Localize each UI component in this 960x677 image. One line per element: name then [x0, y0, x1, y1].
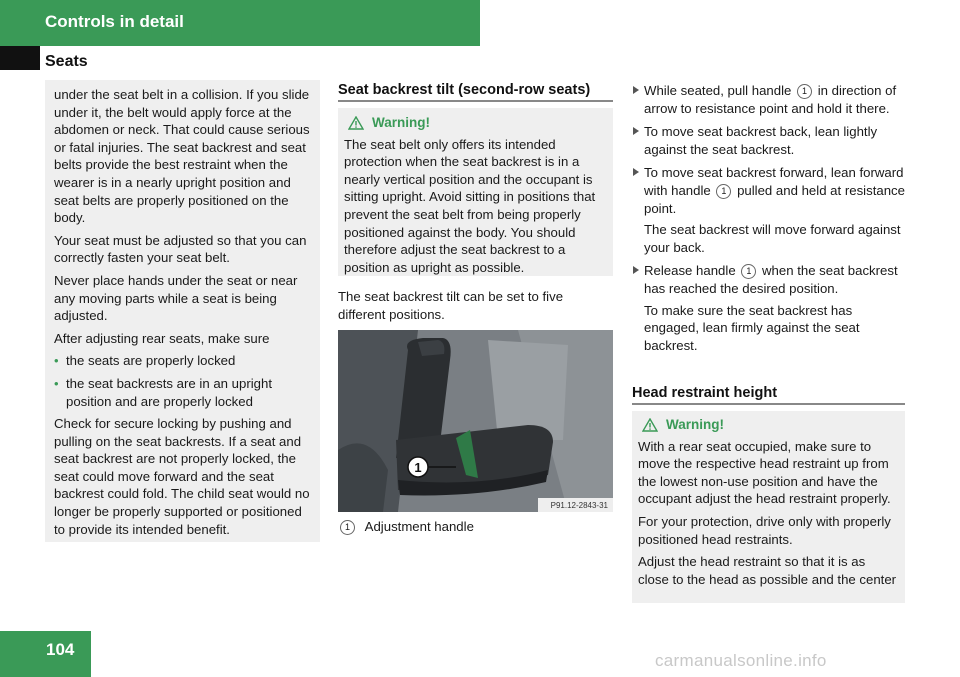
instruction-steps — [632, 82, 907, 360]
warning-header — [638, 416, 899, 434]
paragraph: The seat backrest tilt can be set to five different positions. — [338, 289, 564, 322]
warning-header — [344, 114, 607, 132]
photo-code: P91.12-2843-31 — [550, 501, 608, 510]
section-marker — [0, 46, 40, 70]
warning-box — [632, 411, 905, 603]
step-note: The seat backrest will move forward against your back. — [644, 222, 901, 255]
chapter-title: Controls in detail — [45, 12, 184, 31]
list-item: • the seat backrests are in an upright position and are properly locked — [54, 375, 314, 410]
callout-number-icon: 1 — [716, 184, 731, 199]
paragraph: For your protection, drive only with properly positioned head restraints. — [638, 513, 891, 547]
seat-photo — [338, 330, 613, 512]
safety-note-box — [45, 80, 320, 542]
warning-triangle-icon — [642, 418, 658, 432]
heading-rule — [632, 403, 905, 405]
list-item: While seated, pull handle 1 in direction of arrow to resistance point and hold it there. — [632, 82, 907, 117]
paragraph: Never place hands under the seat or near any moving parts while a seat is being adjusted. — [54, 272, 298, 324]
warning-title: Warning! — [372, 115, 430, 130]
seat-illustration — [338, 330, 613, 512]
list-item: Release handle 1 when the seat backrest has reached the desired position. To make sure the seat backrest has engaged, lean firmly against the seat backrest. — [632, 262, 907, 354]
warning-title: Warning! — [666, 417, 724, 432]
photo-callout-1: 1 — [414, 460, 422, 475]
warning-box — [338, 108, 613, 276]
section-title: Seats — [45, 53, 88, 70]
page-number: 104 — [46, 640, 75, 659]
list-item: To move seat backrest back, lean lightly against the seat backrest. — [632, 123, 907, 158]
watermark: carmanualsonline.info — [655, 651, 827, 670]
callout-number-icon: 1 — [797, 84, 812, 99]
photo-caption — [338, 518, 613, 536]
heading-rule — [338, 100, 613, 102]
paragraph: With a rear seat occupied, make sure to move the respective head restraint up from the lowest non-use position and have the occupant adjust the head restraint properly. — [638, 438, 891, 507]
warning-triangle-icon — [348, 116, 364, 130]
callout-number-icon: 1 — [340, 520, 355, 535]
step-note: To make sure the seat backrest has engaged, lean firmly against the seat backrest. — [644, 302, 860, 353]
list-item: • the seats are properly locked — [54, 352, 314, 370]
subsection-heading: Head restraint height — [632, 385, 778, 401]
paragraph: Adjust the head restraint so that it is as close to the head as possible and the center — [638, 554, 897, 587]
paragraph: After adjusting rear seats, make sure — [54, 330, 270, 346]
paragraph: Your seat must be adjusted so that you can correctly fasten your seat belt. — [54, 232, 307, 266]
paragraph: Check for secure locking by pushing and pulling on the seat backrests. If a seat and seat backrest are not properly locked, the seat could move forward and the seat backrest could fold. The child seat would no longer be properly supported or positioned to provide its intended benefit. — [54, 416, 310, 537]
paragraph: under the seat belt in a collision. If you slide under it, the belt would apply force at the abdomen or neck. That could cause serious or fatal injuries. The seat backrest and seat belts provide the best restraint when the wearer is in a nearly upright position and seat belts are properly positioned on the body. — [54, 87, 310, 226]
warning-text: The seat belt only offers its intended protection when the seat backrest is in a nearly vertical position and the occupant is sitting upright. Avoid sitting in positions that prevent the seat belt from being properly positioned against the body. You should therefore adjust the seat backrest to a position as upright as possible. — [344, 136, 596, 275]
subsection-heading: Seat backrest tilt (second-row seats) — [338, 82, 591, 98]
callout-number-icon: 1 — [741, 264, 756, 279]
list-item: To move seat backrest forward, lean forward with handle 1 pulled and held at resistance point. The seat backrest will move forward against your back. — [632, 164, 907, 256]
caption-text: Adjustment handle — [364, 519, 474, 534]
